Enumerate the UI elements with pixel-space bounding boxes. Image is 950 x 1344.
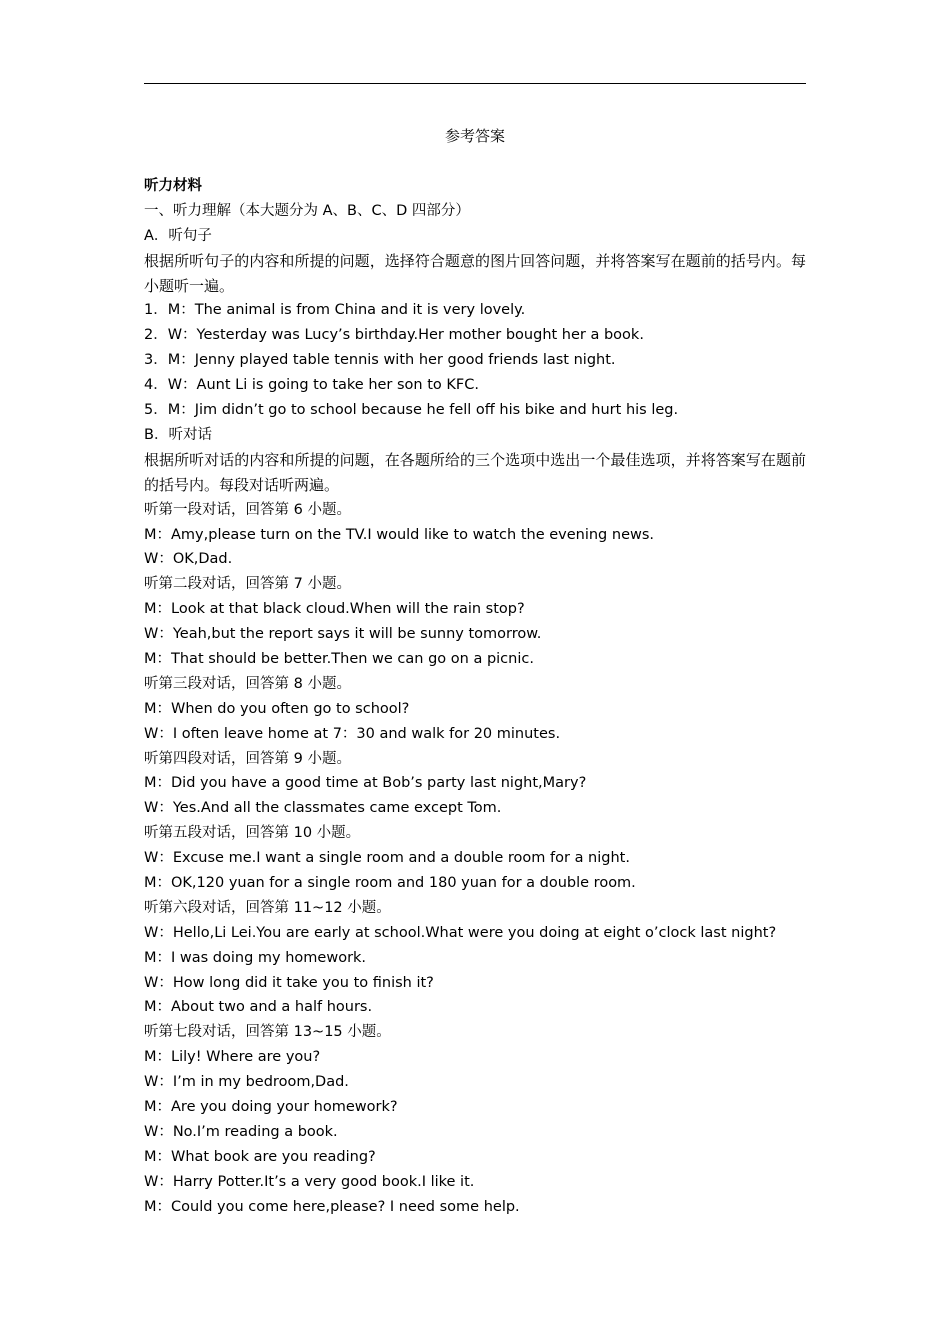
dialogue-line: M：Did you have a good time at Bob’s party last night,Mary? bbox=[144, 775, 587, 792]
dialogue-heading: 听第六段对话，回答第 11~12 小题。 bbox=[144, 899, 391, 916]
dialogue-line: W：No.I’m reading a book. bbox=[144, 1123, 338, 1140]
section-heading: 听力材料 bbox=[144, 178, 202, 194]
sentence-item: 5．M：Jim didn’t go to school because he fell off his bike and hurt his leg. bbox=[144, 402, 679, 419]
dialogue-line: W：I often leave home at 7：30 and walk for 20 minutes. bbox=[144, 725, 561, 742]
dialogue-heading: 听第七段对话，回答第 13~15 小题。 bbox=[144, 1024, 391, 1041]
sentence-item: 4．W：Aunt Li is going to take her son to KFC. bbox=[144, 377, 479, 394]
dialogue-line: M：Could you come here,please? I need some help. bbox=[144, 1198, 520, 1215]
dialogue-line: M：Lily! Where are you? bbox=[144, 1049, 321, 1066]
dialogue-line: M：I was doing my homework. bbox=[144, 949, 367, 966]
dialogue-line: W：Yes.And all the classmates came except Tom. bbox=[144, 800, 502, 817]
listening-material bbox=[144, 174, 806, 1219]
dialogue-heading: 听第三段对话，回答第 8 小题。 bbox=[144, 675, 351, 692]
dialogue-line: W：Hello,Li Lei.You are early at school.What were you doing at eight o’clock last night? bbox=[144, 924, 777, 941]
sentence-item: 2．W：Yesterday was Lucy’s birthday.Her mother bought her a book. bbox=[144, 327, 644, 344]
dialogue-line: W：Excuse me.I want a single room and a double room for a night. bbox=[144, 850, 630, 867]
dialogue-line: W：I’m in my bedroom,Dad. bbox=[144, 1074, 349, 1091]
sentence-item: 3．M：Jenny played table tennis with her good friends last night. bbox=[144, 352, 616, 369]
dialogue-heading: 听第四段对话，回答第 9 小题。 bbox=[144, 750, 351, 767]
dialogue-line: M：Amy,please turn on the TV.I would like to watch the evening news. bbox=[144, 526, 655, 543]
dialogue-line: M：Are you doing your homework? bbox=[144, 1099, 398, 1116]
dialogue-line: M：Look at that black cloud.When will the rain stop? bbox=[144, 601, 525, 618]
dialogue-heading: 听第二段对话，回答第 7 小题。 bbox=[144, 576, 351, 593]
subsection-heading: A．听句子 bbox=[144, 227, 212, 244]
dialogue-line: W：Harry Potter.It’s a very good book.I like it. bbox=[144, 1173, 475, 1190]
dialogue-line: W：OK,Dad. bbox=[144, 551, 233, 568]
instructions: 根据所听句子的内容和所提的问题，选择符合题意的图片回答问题，并将答案写在题前的括号内。每小题听一遍。 bbox=[144, 251, 806, 295]
header-rule bbox=[144, 83, 806, 84]
dialogue-line: W：Yeah,but the report says it will be sunny tomorrow. bbox=[144, 626, 542, 643]
dialogue-line: M：That should be better.Then we can go on a picnic. bbox=[144, 650, 534, 667]
page-title: 参考答案 bbox=[444, 127, 505, 145]
instructions: 根据所听对话的内容和所提的问题，在各题所给的三个选项中选出一个最佳选项，并将答案写在题前的括号内。每段对话听两遍。 bbox=[144, 450, 806, 494]
dialogue-line: M：When do you often go to school? bbox=[144, 700, 410, 717]
dialogue-line: M：OK,120 yuan for a single room and 180 yuan for a double room. bbox=[144, 875, 636, 891]
dialogue-heading: 听第五段对话，回答第 10 小题。 bbox=[144, 825, 361, 842]
dialogue-line: W：How long did it take you to finish it? bbox=[144, 974, 434, 991]
part-heading: 一、听力理解（本大题分为 A、B、C、D 四部分） bbox=[144, 202, 470, 219]
dialogue-heading: 听第一段对话，回答第 6 小题。 bbox=[144, 501, 351, 518]
dialogue-line: M：About two and a half hours. bbox=[144, 999, 373, 1016]
sentence-item: 1．M：The animal is from China and it is very lovely. bbox=[144, 302, 526, 319]
subsection-heading: B．听对话 bbox=[144, 426, 212, 443]
dialogue-line: M：What book are you reading? bbox=[144, 1148, 376, 1165]
